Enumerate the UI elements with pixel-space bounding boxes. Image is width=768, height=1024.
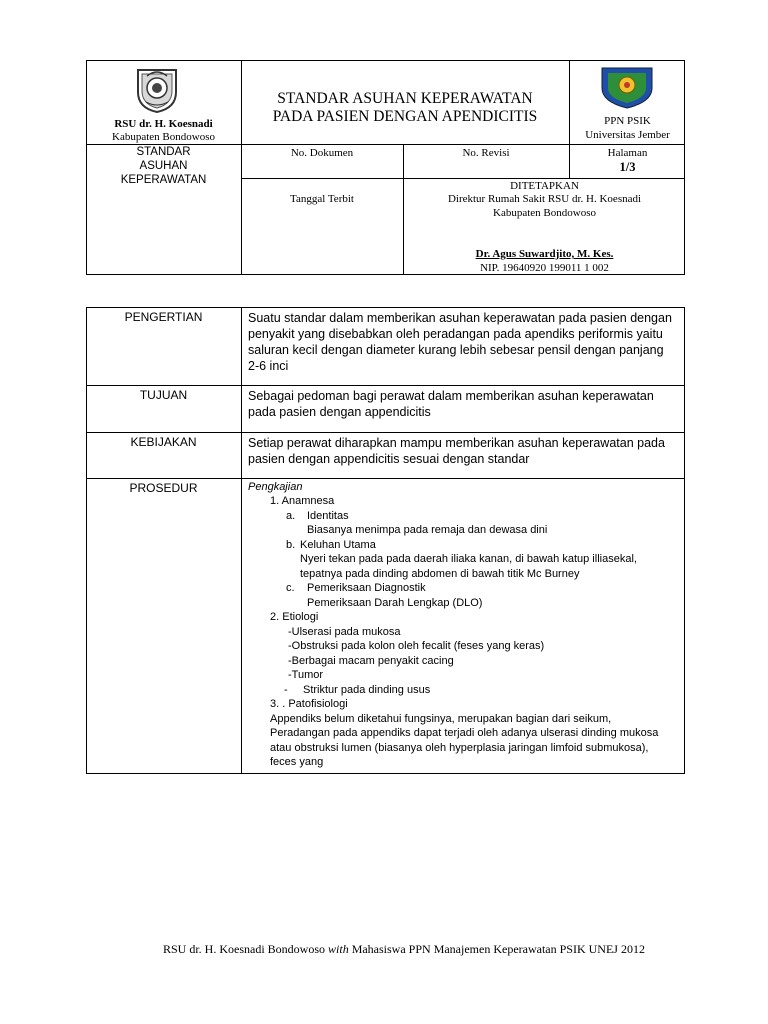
etiologi-item-3: -Berbagai macam penyakit cacing [288,655,454,667]
ditetapkan-label: DITETAPKAN [510,180,579,192]
etiologi-heading: 2. Etiologi [270,611,319,623]
prosedur-heading: Pengkajian [248,481,303,493]
etiologi-item-4: -Tumor [288,669,324,681]
tanggal-terbit-label: Tanggal Terbit [290,193,354,205]
halaman-label: Halaman [607,147,648,159]
content-table [86,307,685,774]
document-title-line1: STANDAR ASUHAN KEPERAWATAN [277,90,533,107]
footer-part-1: RSU dr. H. Koesnadi Bondowoso [163,942,329,956]
header-divider [86,144,685,145]
row-divider-3 [86,478,685,479]
item-b-text1: Nyeri tekan pada pada daerah iliaka kanan, di bawah katup illiasekal, [300,553,637,565]
university-logo [598,64,656,110]
etiologi-item-5: Striktur pada dinding usus [303,684,431,696]
anamnesa-heading: 1. Anamnesa [270,495,335,507]
row-divider-2 [86,432,685,433]
partner-name: PPN PSIK [604,115,651,127]
halaman-value: 1/3 [619,160,636,174]
page-footer [163,942,645,956]
patofisiologi-line-3: atau obstruksi lumen (biasanya oleh hyperplasia jaringan limfoid submukosa), [270,742,649,754]
item-b-title: Keluhan Utama [300,539,376,551]
signer-name: Dr. Agus Suwardjito, M. Kes. [475,248,614,260]
item-a-text: Biasanya menimpa pada remaja dan dewasa dini [307,524,548,536]
hospital-region: Kabupaten Bondowoso [112,131,215,143]
hospital-logo [130,64,184,114]
header-divider-2 [241,178,685,179]
document-title-line2: PADA PASIEN DENGAN APENDICITIS [272,108,538,125]
tujuan-label: TUJUAN [139,388,188,402]
no-revisi-label: No. Revisi [462,147,510,159]
item-b-text2: tepatnya pada dinding abdomen di bawah titik Mc Burney [300,568,580,580]
prosedur-label: PROSEDUR [129,481,198,495]
pengertian-text: Suatu standar dalam memberikan asuhan keperawatan pada pasien dengan penyakit yang disebabkan oleh peradangan pada apendiks periformis yaitu saluran kecil dengan diameter kurang lebih sebesar pensil dengan panjang 2-6 inci [248,311,672,373]
etiologi-item-5-marker: - [284,684,288,696]
etiologi-item-2: -Obstruksi pada kolon oleh fecalit (feses yang keras) [288,640,545,652]
tujuan-text: Sebagai pedoman bagi perawat dalam memberikan asuhan keperawatan pada pasien dengan appendicitis [248,389,654,419]
kebijakan-text: Setiap perawat diharapkan mampu memberikan asuhan keperawatan pada pasien dengan appendicitis sesuai dengan standar [248,436,665,466]
row-divider-1 [86,385,685,386]
item-c-marker: c. [286,582,295,594]
direktur-line1: Direktur Rumah Sakit RSU dr. H. Koesnadi [447,193,642,205]
patofisiologi-line-2: Peradangan pada appendiks dapat terjadi oleh adanya ulserasi dinding mukosa [270,727,659,739]
etiologi-item-1: -Ulserasi pada mukosa [288,626,401,638]
direktur-line2: Kabupaten Bondowoso [493,207,596,219]
section-title-line3: KEPERAWATAN [120,174,207,186]
patofisiologi-heading: 3. . Patofisiologi [270,698,348,710]
patofisiologi-line-4: feces yang [270,756,324,768]
footer-part-2: Mahasiswa PPN Manajemen Keperawatan PSIK UNEJ 2012 [348,942,645,956]
item-b-marker: b. [286,539,296,551]
hospital-name: RSU dr. H. Koesnadi [114,118,213,130]
no-dokumen-label: No. Dokumen [290,147,354,159]
item-a-marker: a. [286,510,296,522]
signer-nip: NIP. 19640920 199011 1 002 [480,262,609,274]
patofisiologi-line-1: Appendiks belum diketahui fungsinya, merupakan bagian dari seikum, [270,713,612,725]
content-col-divider [241,307,242,774]
item-c-title: Pemeriksaan Diagnostik [307,582,426,594]
section-title-line2: ASUHAN [139,160,188,172]
kebijakan-label: KEBIJAKAN [130,435,197,449]
item-a-title: Identitas [307,510,349,522]
section-title-line1: STANDAR [136,146,191,158]
item-c-text: Pemeriksaan Darah Lengkap (DLO) [307,597,483,609]
partner-university: Universitas Jember [585,129,670,141]
pengertian-label: PENGERTIAN [124,310,203,324]
footer-with: with [328,942,349,956]
